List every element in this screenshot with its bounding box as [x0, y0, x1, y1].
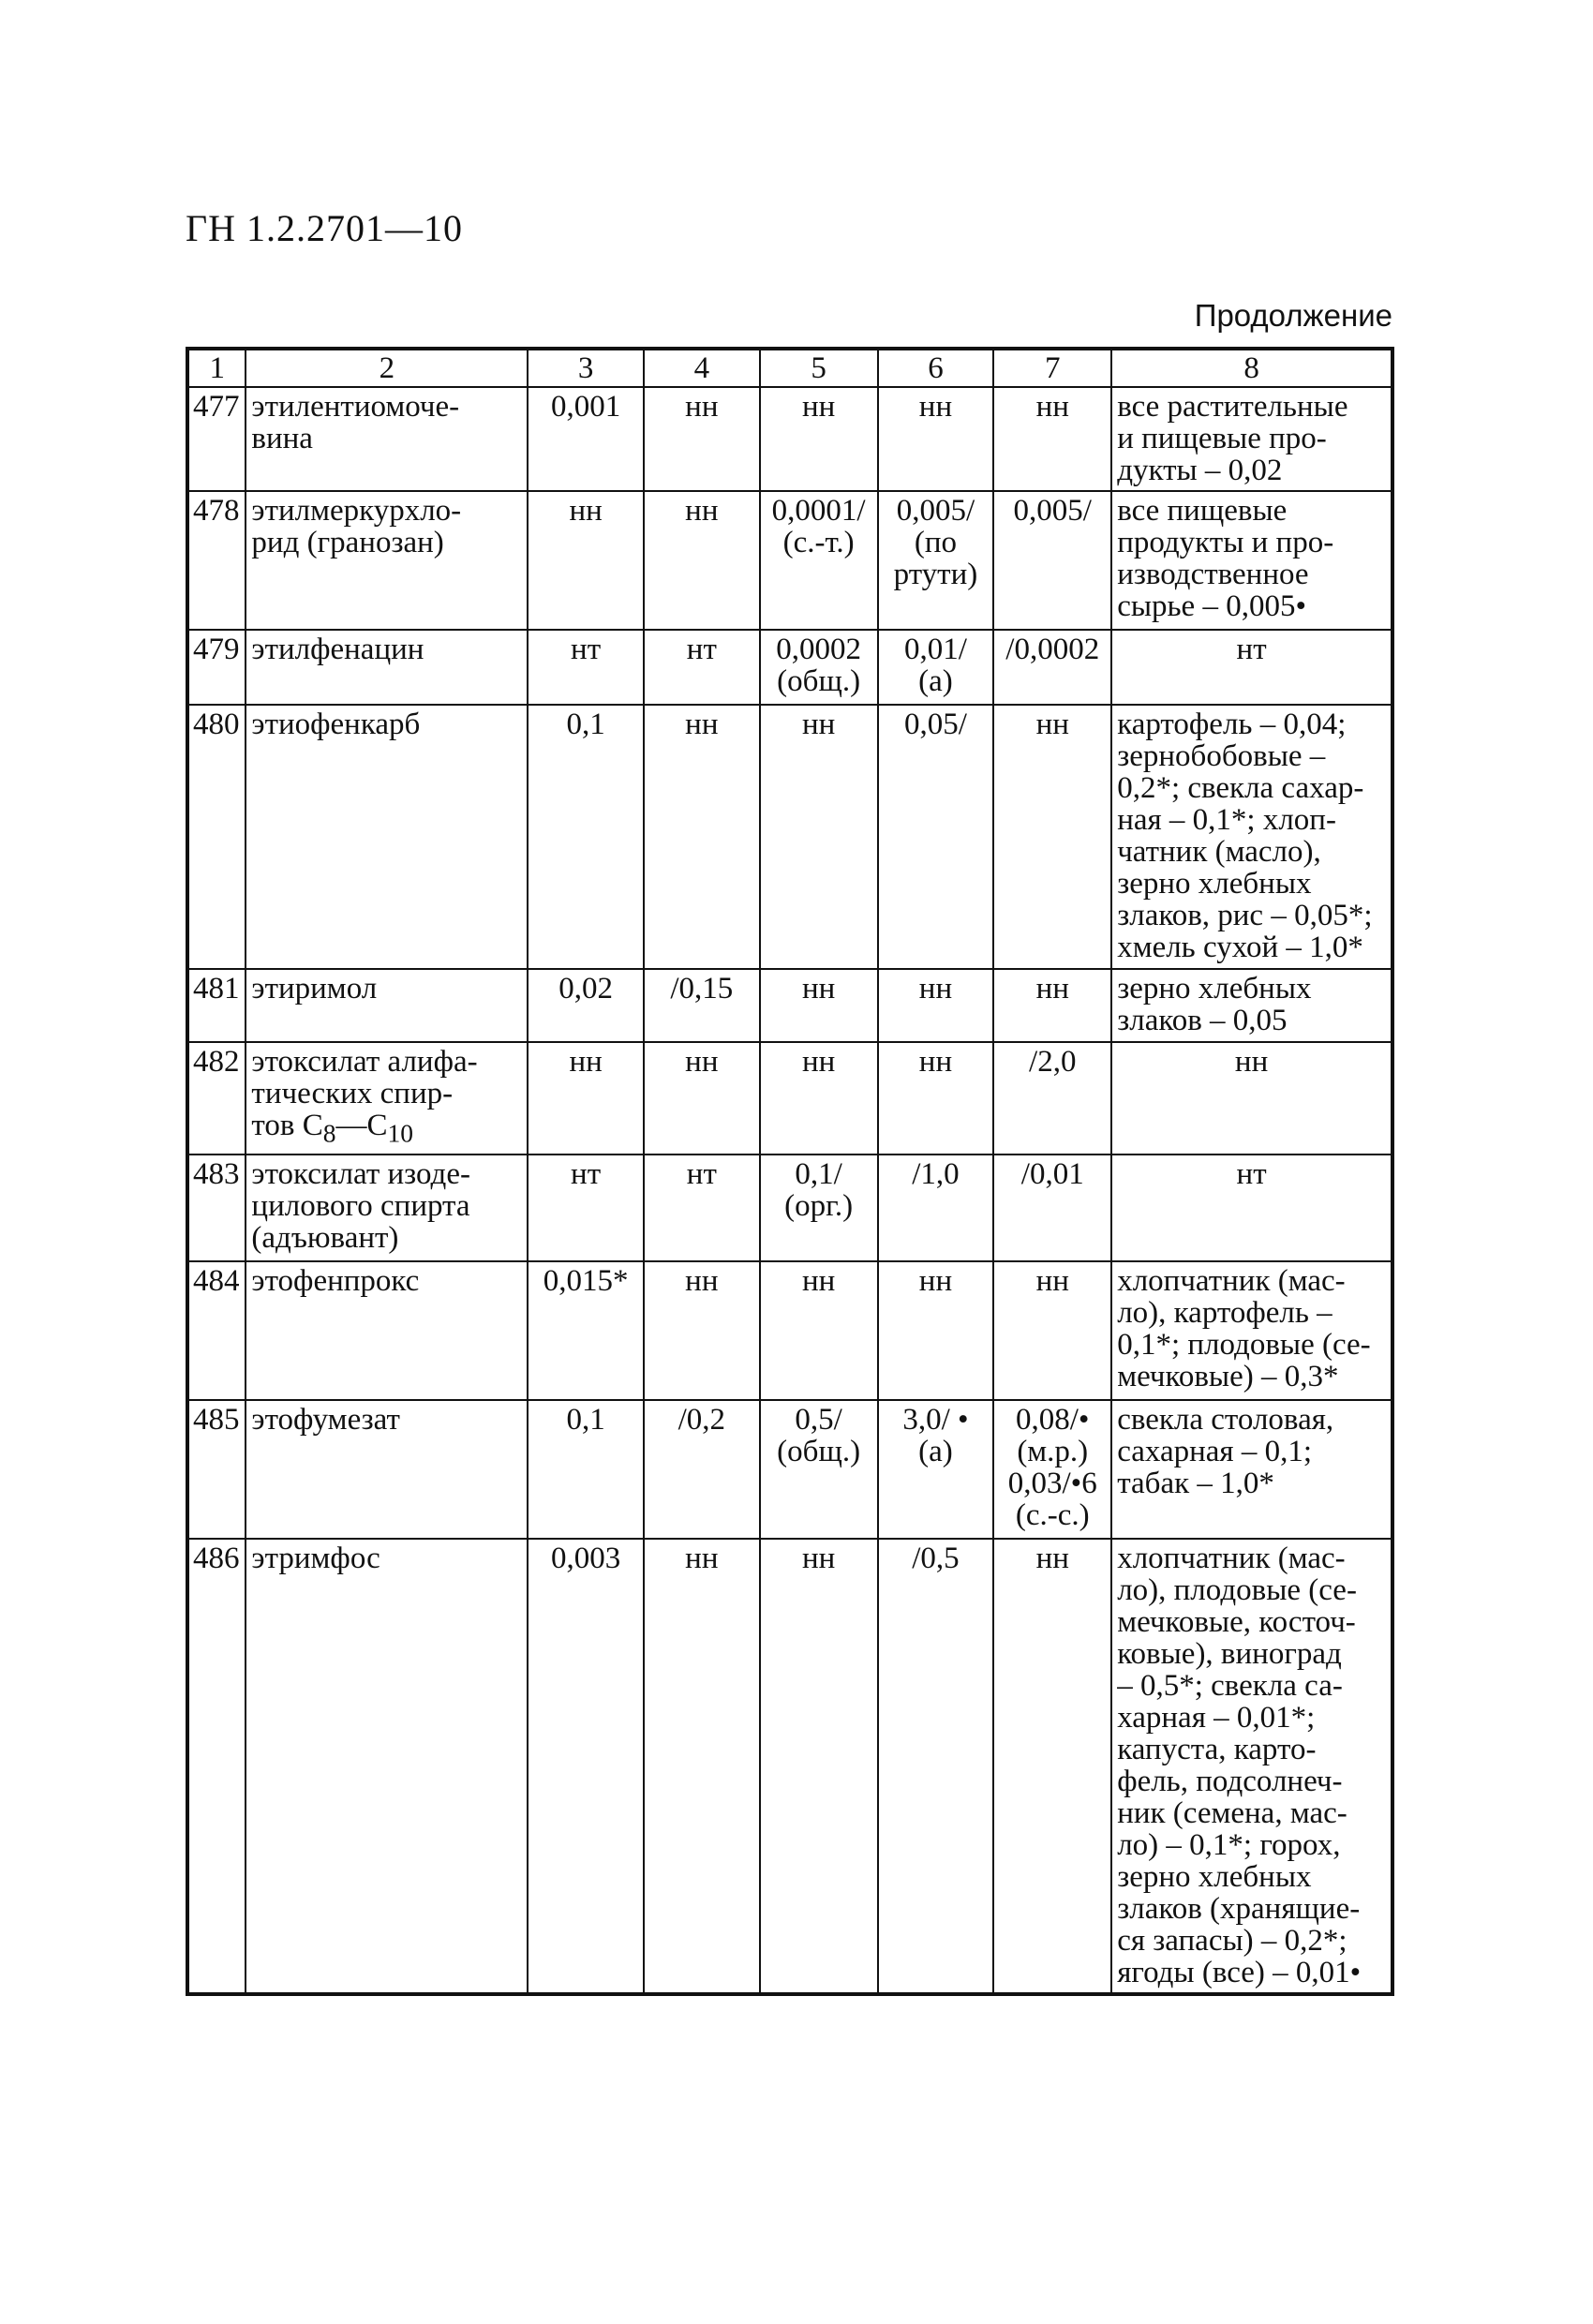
cell-col3: нн — [528, 491, 644, 630]
row-number: 484 — [187, 1261, 246, 1400]
continuation-label: Продолжение — [1194, 298, 1392, 333]
substance-name: этофумезат — [246, 1400, 528, 1539]
cell-col5: нн — [760, 1539, 878, 1994]
substance-name: этоксилат изоде- цилового спирта (адъювант) — [246, 1155, 528, 1261]
cell-col8: нт — [1111, 1155, 1392, 1261]
subscript: 10 — [387, 1118, 414, 1148]
row-number: 483 — [187, 1155, 246, 1261]
cell-col7: /0,0002 — [993, 630, 1111, 705]
cell-col6: 3,0/ • (а) — [878, 1400, 994, 1539]
substance-name: этилмеркурхло- рид (гранозан) — [246, 491, 528, 630]
cell-col3: 0,015* — [528, 1261, 644, 1400]
cell-col5: 0,0002 (общ.) — [760, 630, 878, 705]
cell-col6: нн — [878, 1261, 994, 1400]
substance-name: этилфенацин — [246, 630, 528, 705]
row-number: 479 — [187, 630, 246, 705]
column-header: 5 — [760, 349, 878, 387]
row-number: 485 — [187, 1400, 246, 1539]
cell-col8: все растительные и пищевые про- дукты – 0,02 — [1111, 387, 1392, 491]
column-number-row — [187, 349, 1392, 387]
cell-col3: 0,1 — [528, 705, 644, 969]
column-header: 4 — [644, 349, 760, 387]
row-number: 478 — [187, 491, 246, 630]
cell-col3: 0,001 — [528, 387, 644, 491]
cell-col8: картофель – 0,04; зернобобовые – 0,2*; свекла сахар- ная – 0,1*; хлоп- чатник (масло), зерно хлебных злаков, рис – 0,05*; хмель сухой – 1,0* — [1111, 705, 1392, 969]
table-row — [187, 1261, 1392, 1400]
cell-col4: /0,15 — [644, 969, 760, 1042]
table-row — [187, 1042, 1392, 1155]
cell-col4: нт — [644, 630, 760, 705]
cell-col4: нт — [644, 1155, 760, 1261]
table-row — [187, 969, 1392, 1042]
substance-name: этилентиомоче- вина — [246, 387, 528, 491]
cell-col8: хлопчатник (мас- ло), плодовые (се- мечковые, косточ- ковые), виноград – 0,5*; свекла са- харная – 0,01*; капуста, карто- фель, подсолнеч- ник (семена, мас- ло) – 0,1*; горох, зерно хлебных злаков (хранящие- ся запасы) – 0,2*; ягоды (все) – 0,01• — [1111, 1539, 1392, 1994]
cell-col5: нн — [760, 387, 878, 491]
cell-col8: свекла столовая, сахарная – 0,1; табак – 1,0* — [1111, 1400, 1392, 1539]
cell-col6: нн — [878, 969, 994, 1042]
column-header: 8 — [1111, 349, 1392, 387]
substance-name: этримфос — [246, 1539, 528, 1994]
cell-col7: нн — [993, 1261, 1111, 1400]
cell-col7: нн — [993, 387, 1111, 491]
table-row — [187, 491, 1392, 630]
cell-col4: нн — [644, 387, 760, 491]
cell-col5: 0,5/ (общ.) — [760, 1400, 878, 1539]
row-number: 482 — [187, 1042, 246, 1155]
subscript: 8 — [322, 1118, 336, 1148]
cell-col3: 0,003 — [528, 1539, 644, 1994]
table-row — [187, 1155, 1392, 1261]
cell-col8: зерно хлебных злаков – 0,05 — [1111, 969, 1392, 1042]
cell-col6: нн — [878, 387, 994, 491]
cell-col3: 0,1 — [528, 1400, 644, 1539]
substance-name-part: —C — [335, 1109, 388, 1142]
column-header: 2 — [246, 349, 528, 387]
cell-col6: /0,5 — [878, 1539, 994, 1994]
cell-col3: 0,02 — [528, 969, 644, 1042]
hygiene-standards-table — [186, 347, 1394, 1996]
substance-name: этиримол — [246, 969, 528, 1042]
cell-col4: нн — [644, 705, 760, 969]
row-number: 477 — [187, 387, 246, 491]
cell-col5: нн — [760, 1042, 878, 1155]
cell-col3: нт — [528, 1155, 644, 1261]
column-header: 6 — [878, 349, 994, 387]
cell-col6: /1,0 — [878, 1155, 994, 1261]
cell-col6: 0,01/ (а) — [878, 630, 994, 705]
table-row — [187, 705, 1392, 969]
row-number: 480 — [187, 705, 246, 969]
cell-col7: 0,08/• (м.р.) 0,03/•6 (с.-с.) — [993, 1400, 1111, 1539]
cell-col7: /0,01 — [993, 1155, 1111, 1261]
cell-col7: /2,0 — [993, 1042, 1111, 1155]
cell-col5: нн — [760, 705, 878, 969]
column-header: 1 — [187, 349, 246, 387]
cell-col6: 0,005/ (по ртути) — [878, 491, 994, 630]
cell-col8: все пищевые продукты и про- изводственное сырье – 0,005• — [1111, 491, 1392, 630]
cell-col8: хлопчатник (мас- ло), картофель – 0,1*; плодовые (се- мечковые) – 0,3* — [1111, 1261, 1392, 1400]
cell-col5: 0,1/ (орг.) — [760, 1155, 878, 1261]
document-code: ГН 1.2.2701—10 — [186, 207, 464, 249]
substance-name-part: этоксилат алифа- тических спир- тов C — [251, 1045, 478, 1142]
row-number: 486 — [187, 1539, 246, 1994]
cell-col8: нт — [1111, 630, 1392, 705]
cell-col4: /0,2 — [644, 1400, 760, 1539]
column-header: 3 — [528, 349, 644, 387]
cell-col7: нн — [993, 1539, 1111, 1994]
cell-col6: нн — [878, 1042, 994, 1155]
substance-name: этиофенкарб — [246, 705, 528, 969]
table-row — [187, 1539, 1392, 1994]
cell-col5: 0,0001/ (с.-т.) — [760, 491, 878, 630]
cell-col4: нн — [644, 1261, 760, 1400]
cell-col6: 0,05/ — [878, 705, 994, 969]
cell-col7: 0,005/ — [993, 491, 1111, 630]
cell-col4: нн — [644, 1539, 760, 1994]
cell-col7: нн — [993, 705, 1111, 969]
cell-col5: нн — [760, 969, 878, 1042]
column-header: 7 — [993, 349, 1111, 387]
cell-col4: нн — [644, 491, 760, 630]
table-row — [187, 1400, 1392, 1539]
substance-name — [246, 1042, 528, 1155]
table-row — [187, 387, 1392, 491]
table-row — [187, 630, 1392, 705]
cell-col3: нт — [528, 630, 644, 705]
cell-col8: нн — [1111, 1042, 1392, 1155]
cell-col3: нн — [528, 1042, 644, 1155]
row-number: 481 — [187, 969, 246, 1042]
cell-col7: нн — [993, 969, 1111, 1042]
cell-col5: нн — [760, 1261, 878, 1400]
cell-col4: нн — [644, 1042, 760, 1155]
substance-name: этофенпрокс — [246, 1261, 528, 1400]
